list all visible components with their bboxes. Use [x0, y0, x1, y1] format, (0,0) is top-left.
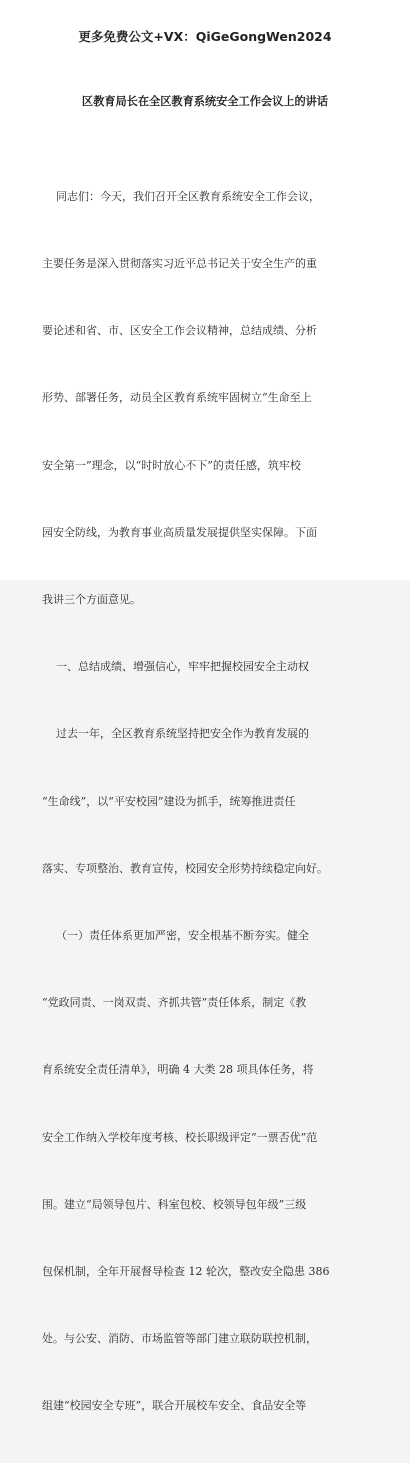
document-title: 区教育局长在全区教育系统安全工作会议上的讲话: [81, 95, 329, 108]
body-line: （一）责任体系更加严密，安全根基不断夯实。健全: [42, 929, 309, 943]
body-line: 落实、专项整治、教育宣传，校园安全形势持续稳定向好。: [42, 861, 328, 875]
body-line: 安全第一”理念，以“时时放心不下”的责任感，筑牢校: [42, 458, 301, 472]
body-line: 主要任务是深入贯彻落实习近平总书记关于安全生产的重: [42, 257, 317, 271]
body-line: 包保机制，全年开展督导检查 12 轮次，整改安全隐患 386: [42, 1265, 330, 1279]
body-line: 园安全防线，为教育事业高质量发展提供坚实保障。下面: [42, 525, 317, 539]
body-line: 处。与公安、消防、市场监管等部门建立联防联控机制，: [42, 1332, 317, 1346]
body-line: 同志们：今天，我们召开全区教育系统安全工作会议，: [42, 189, 320, 203]
body-line: 形势、部署任务，动员全区教育系统牢固树立“生命至上: [42, 391, 312, 405]
body-line: 过去一年，全区教育系统坚持把安全作为教育发展的: [42, 727, 309, 741]
body-line: 要论述和省、市、区安全工作会议精神，总结成绩、分析: [42, 324, 317, 338]
promo-header: 更多免费公文+VX：QiGeGongWen2024: [78, 29, 332, 44]
body-line: 围。建立“局领导包片、科室包校、校领导包年级”三级: [42, 1197, 307, 1211]
body-line: 组建“校园安全专班”，联合开展校车安全、食品安全等: [42, 1399, 307, 1413]
body-line: 我讲三个方面意见。: [42, 593, 141, 607]
section-heading: 一、总结成绩、增强信心，牢牢把握校园安全主动权: [42, 660, 309, 674]
body-line: “生命线”，以“平安校园”建设为抓手，统筹推进责任: [42, 794, 296, 808]
document-body: [42, 141, 370, 1463]
body-line: 育系统安全责任清单》，明确 4 大类 28 项具体任务，将: [42, 1063, 314, 1077]
body-line: “党政同责、一岗双责、齐抓共管”责任体系，制定《教: [42, 996, 307, 1010]
body-line: 安全工作纳入学校年度考核、校长职级评定“一票否优”范: [42, 1130, 318, 1144]
